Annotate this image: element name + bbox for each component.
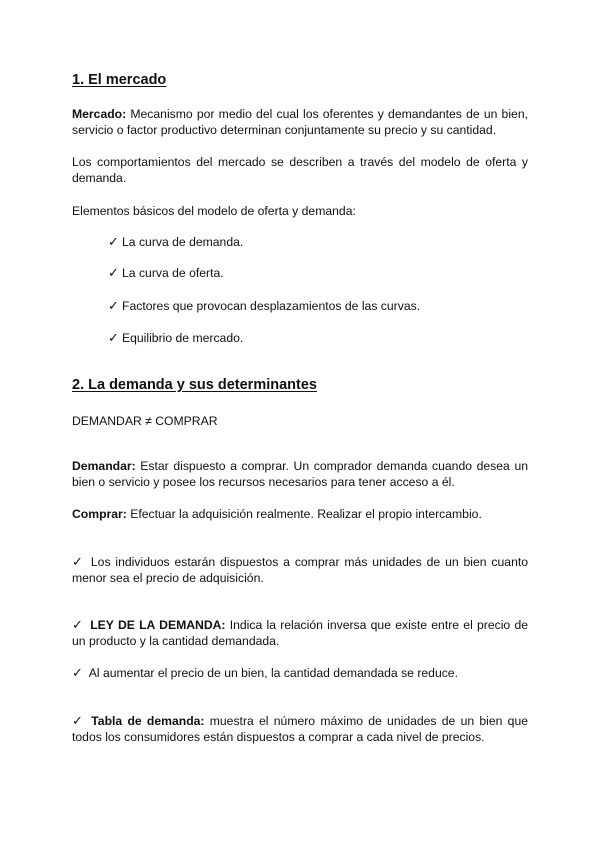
demand-point-text: Al aumentar el precio de un bien, la cantidad demandada se reduce. <box>88 666 458 680</box>
elemento-item <box>108 234 243 250</box>
mercado-def-text: Mecanismo por medio del cual los oferentes y demandantes de un bien, servicio o factor productivo determinan conjuntamente su precio y su cantidad. <box>72 107 528 137</box>
tabla-demanda-point <box>72 713 528 745</box>
ley-demanda-point <box>72 617 528 649</box>
check-icon: ✓ <box>72 665 83 680</box>
comportamientos-paragraph: Los comportamientos del mercado se describen a través del modelo de oferta y demanda. <box>72 155 528 185</box>
demand-point-text: Los individuos estarán dispuestos a comprar más unidades de un bien cuanto menor sea el precio de adquisición. <box>72 555 529 585</box>
section-2-title: 2. La demanda y sus determinantes <box>72 377 317 393</box>
check-icon: ✓ <box>108 330 119 345</box>
tabla-demanda-term: Tabla de demanda: <box>91 714 205 728</box>
mercado-definition <box>72 106 528 138</box>
elemento-label: La curva de oferta. <box>122 266 224 280</box>
elemento-label: Factores que provocan desplazamientos de las curvas. <box>122 299 421 313</box>
elementos-intro: Elementos básicos del modelo de oferta y demanda: <box>72 204 356 218</box>
elemento-label: Equilibrio de mercado. <box>122 331 244 345</box>
demandar-comprar-subtitle: DEMANDAR ≠ COMPRAR <box>72 414 218 428</box>
demand-point <box>72 665 458 681</box>
section-1-title: 1. El mercado <box>72 72 167 88</box>
comprar-definition <box>72 506 482 522</box>
check-icon: ✓ <box>72 713 83 728</box>
check-icon: ✓ <box>108 265 119 280</box>
ley-demanda-text: Indica la relación inversa que existe entre el precio de un producto y la cantidad demandada. <box>72 618 528 648</box>
demandar-term: Demandar: <box>72 459 136 473</box>
demandar-def-text: Estar dispuesto a comprar. Un comprador demanda cuando desea un bien o servicio y posee los recursos necesarios para tener acceso a él. <box>72 459 529 489</box>
elemento-label: La curva de demanda. <box>122 235 244 249</box>
demandar-definition <box>72 458 528 490</box>
mercado-term: Mercado: <box>72 107 127 121</box>
ley-demanda-term: LEY DE LA DEMANDA: <box>90 618 226 632</box>
elemento-item <box>108 265 224 281</box>
elemento-item <box>108 330 243 346</box>
check-icon: ✓ <box>72 617 83 632</box>
tabla-demanda-text: muestra el número máximo de unidades de un bien que todos los consumidores están dispuestos a comprar a cada nivel de precios. <box>72 714 529 744</box>
comprar-def-text: Efectuar la adquisición realmente. Realizar el propio intercambio. <box>130 507 482 521</box>
elemento-item <box>108 298 420 314</box>
check-icon: ✓ <box>108 298 119 313</box>
comprar-term: Comprar: <box>72 507 127 521</box>
demand-point <box>72 554 528 586</box>
check-icon: ✓ <box>108 234 119 249</box>
check-icon: ✓ <box>72 554 83 569</box>
